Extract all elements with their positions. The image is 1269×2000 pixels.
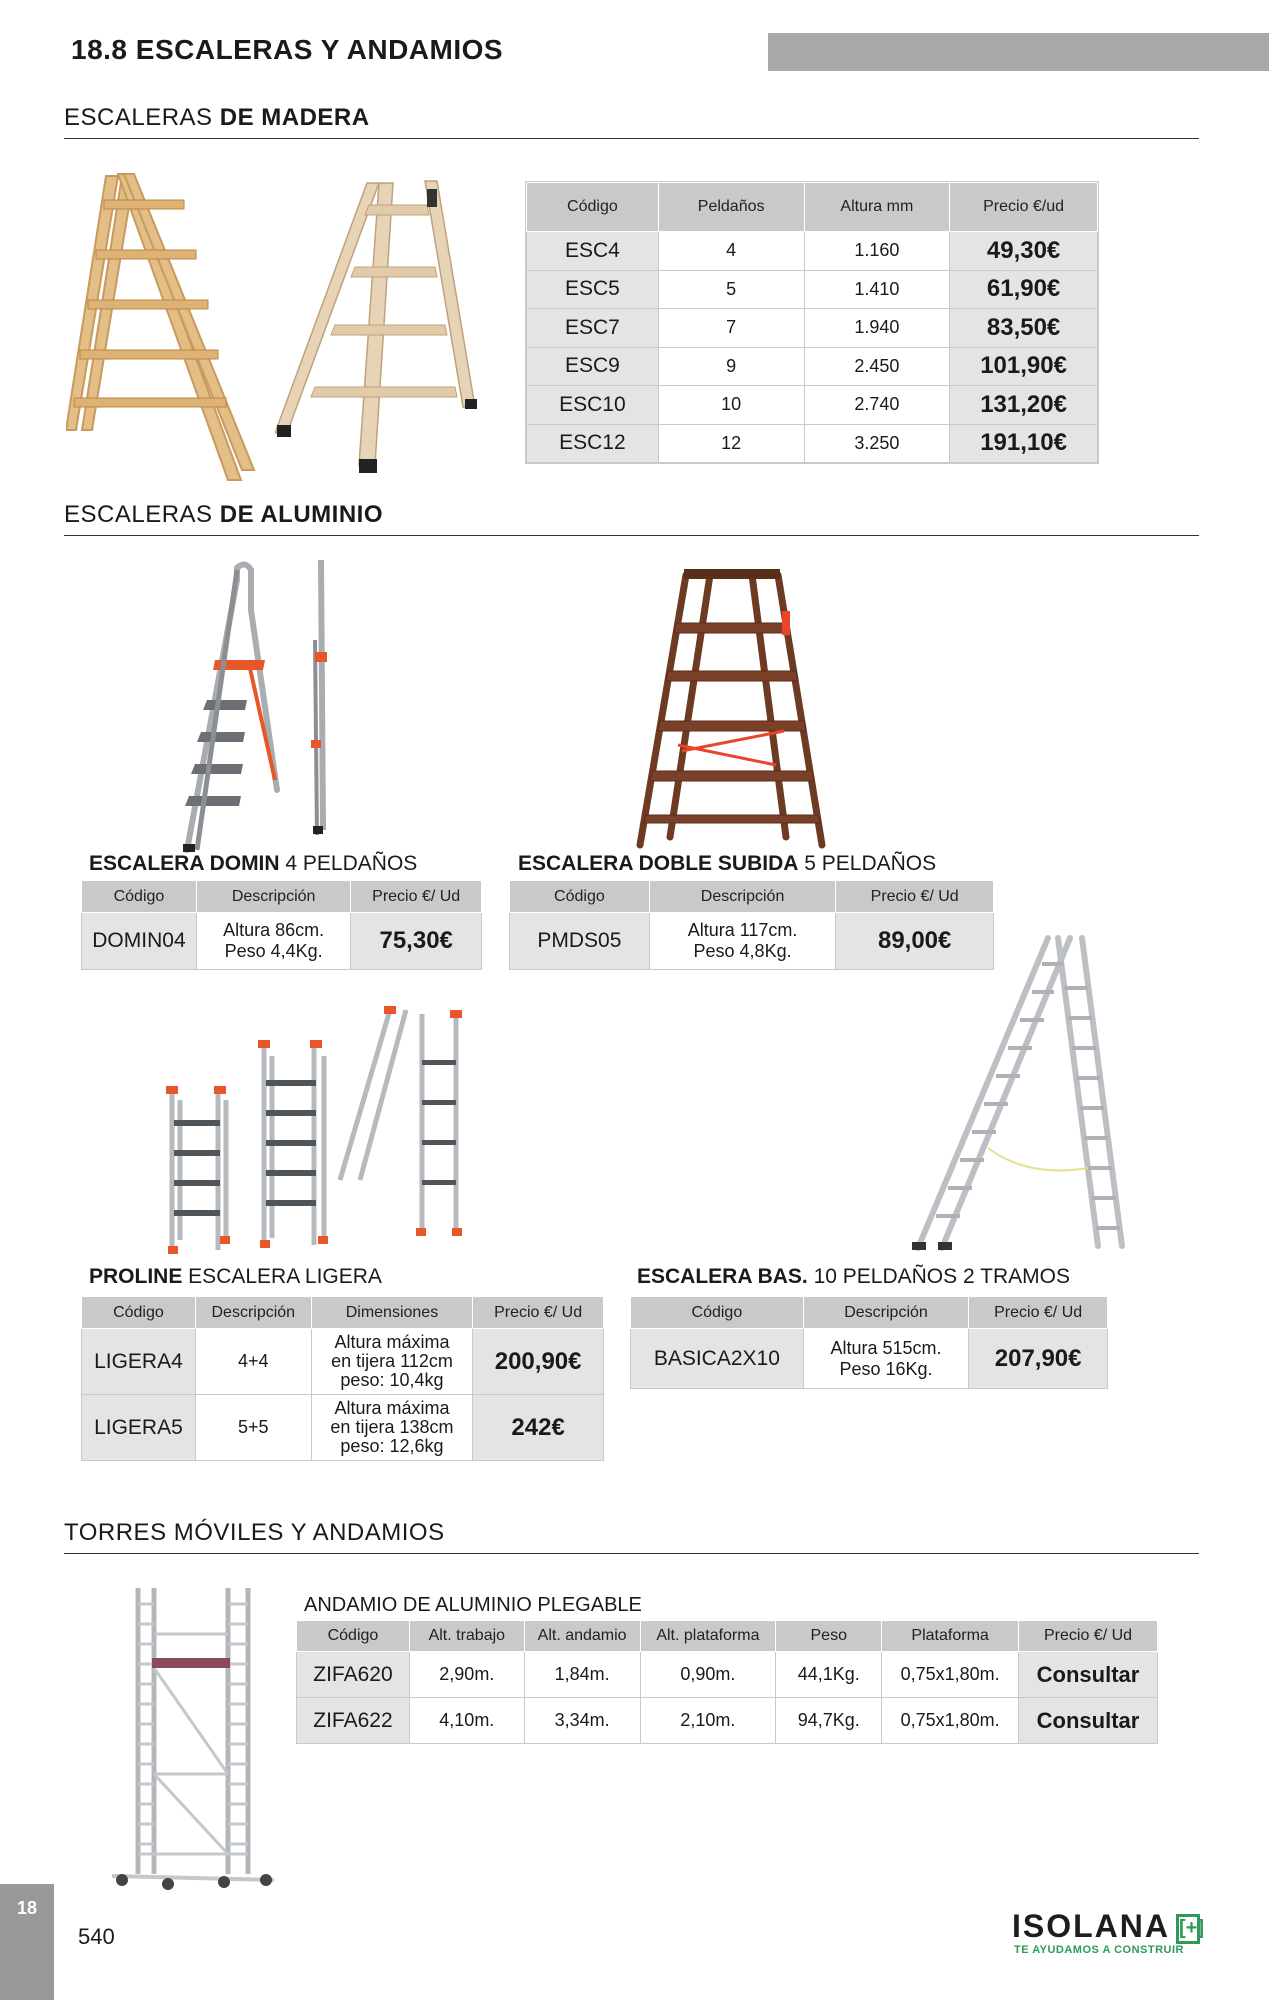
code-cell: ESC12 (527, 424, 659, 463)
brand-plus-icon: [+] (1176, 1914, 1200, 1944)
madera-price-table (526, 182, 1098, 463)
price-cell: 101,90€ (950, 347, 1098, 386)
price-cell: 61,90€ (950, 270, 1098, 309)
column-header: Precio €/ Ud (473, 1297, 604, 1329)
code-cell: ESC9 (527, 347, 659, 386)
weight-cell: 44,1Kg. (776, 1652, 882, 1698)
header-bar (768, 33, 1269, 71)
column-header: Descripción (196, 881, 350, 913)
column-header: Código (510, 881, 650, 913)
column-header: Código (631, 1297, 804, 1329)
column-header: Dimensiones (311, 1297, 473, 1329)
heading-light: ESCALERAS (64, 501, 220, 528)
table-header-row (510, 881, 994, 913)
wooden-ladder-image-1 (66, 170, 256, 490)
code-cell: LIGERA5 (82, 1395, 196, 1461)
description-cell: 4+4 (195, 1329, 311, 1395)
basica-price-table (630, 1296, 1108, 1389)
heading-bold: DE ALUMINIO (219, 501, 384, 528)
description-line: Altura 86cm. (223, 920, 325, 940)
height-cell: 2.740 (804, 386, 950, 425)
dimensions-line: peso: 12,6kg (340, 1436, 444, 1456)
table-row (527, 270, 1098, 309)
basica-ladder-image (898, 928, 1138, 1258)
column-header: Altura mm (804, 183, 950, 232)
table-row (82, 1395, 604, 1461)
chapter-tab: 18 (0, 1884, 54, 2000)
dimensions-line: peso: 10,4kg (340, 1370, 444, 1390)
code-cell: LIGERA4 (82, 1329, 196, 1395)
column-header: Descripción (195, 1297, 311, 1329)
brand-logo (1012, 1908, 1204, 1945)
price-cell: 242€ (473, 1395, 604, 1461)
doble-subida-ladder-image (636, 565, 826, 850)
steps-cell: 4 (658, 232, 804, 271)
page-number: 540 (78, 1924, 115, 1949)
table-header-row (631, 1297, 1108, 1329)
height-cell: 1.410 (804, 270, 950, 309)
title-bold: PROLINE (89, 1265, 183, 1288)
dimensions-line: Altura máxima (334, 1398, 450, 1418)
steps-cell: 7 (658, 309, 804, 348)
column-header: Precio €/ Ud (351, 881, 482, 913)
table-row (631, 1329, 1108, 1389)
scaffold-height-cell: 3,34m. (524, 1698, 640, 1744)
brand-tagline: TE AYUDAMOS A CONSTRUIR (1014, 1944, 1184, 1956)
code-cell: PMDS05 (510, 913, 650, 970)
steps-cell: 5 (658, 270, 804, 309)
domin-price-table (81, 880, 482, 970)
basica-title (637, 1265, 1070, 1289)
column-header: Alt. andamio (524, 1621, 640, 1652)
andamio-price-table (296, 1620, 1158, 1744)
price-cell: 207,90€ (969, 1329, 1108, 1389)
section-heading-madera (64, 104, 1199, 139)
section-heading-torres (64, 1519, 1199, 1554)
title-light: 4 PELDAÑOS (279, 852, 418, 875)
andamio-subtitle: ANDAMIO DE ALUMINIO PLEGABLE (304, 1594, 642, 1616)
weight-cell: 94,7Kg. (776, 1698, 882, 1744)
price-cell: 49,30€ (950, 232, 1098, 271)
price-cell: Consultar (1019, 1698, 1158, 1744)
column-header: Peso (776, 1621, 882, 1652)
price-cell: Consultar (1019, 1652, 1158, 1698)
description-line: Peso 4,8Kg. (693, 941, 792, 961)
dimensions-line: en tijera 112cm (331, 1351, 453, 1371)
description-line: Altura 515cm. (830, 1337, 942, 1358)
title-bold: ESCALERA BAS. (637, 1265, 808, 1288)
title-light: ESCALERA LIGERA (182, 1265, 382, 1288)
column-header: Precio €/ Ud (1019, 1621, 1158, 1652)
height-cell: 2.450 (804, 347, 950, 386)
column-header: Código (527, 183, 659, 232)
proline-title (89, 1265, 382, 1289)
column-header: Peldaños (658, 183, 804, 232)
heading-light: ESCALERAS (64, 104, 220, 131)
column-header: Descripción (649, 881, 836, 913)
wooden-ladder-image-2 (275, 175, 485, 475)
platform-cell: 0,75x1,80m. (882, 1698, 1019, 1744)
column-header: Código (82, 1297, 196, 1329)
code-cell: ESC10 (527, 386, 659, 425)
title-bold: ESCALERA DOBLE SUBIDA (518, 852, 799, 875)
dimensions-cell (311, 1395, 473, 1461)
dimensions-line: en tijera 138cm (330, 1417, 454, 1437)
height-cell: 1.160 (804, 232, 950, 271)
description-line: Peso 4,4Kg. (224, 941, 323, 961)
section-heading-aluminio (64, 501, 1199, 536)
code-cell: ESC4 (527, 232, 659, 271)
table-row (527, 232, 1098, 271)
description-cell: 5+5 (195, 1395, 311, 1461)
table-header-row (297, 1621, 1158, 1652)
description-cell (649, 913, 836, 970)
work-height-cell: 2,90m. (409, 1652, 524, 1698)
table-row (527, 309, 1098, 348)
platform-height-cell: 2,10m. (640, 1698, 776, 1744)
scaffold-height-cell: 1,84m. (524, 1652, 640, 1698)
description-line: Altura 117cm. (687, 920, 798, 940)
steps-cell: 12 (658, 424, 804, 463)
description-line: Peso 16Kg. (839, 1358, 933, 1379)
column-header: Precio €/ Ud (836, 881, 994, 913)
table-row (527, 424, 1098, 463)
column-header: Alt. plataforma (640, 1621, 776, 1652)
proline-ladder-image (160, 1000, 480, 1260)
column-header: Código (297, 1621, 410, 1652)
height-cell: 3.250 (804, 424, 950, 463)
description-cell (803, 1329, 969, 1389)
column-header: Precio €/ud (950, 183, 1098, 232)
title-bold: ESCALERA DOMIN (89, 852, 280, 875)
table-header-row (82, 881, 482, 913)
title-light: 5 PELDAÑOS (798, 852, 937, 875)
code-cell: ESC5 (527, 270, 659, 309)
price-cell: 191,10€ (950, 424, 1098, 463)
heading-bold: DE MADERA (219, 104, 370, 131)
table-row (297, 1652, 1158, 1698)
platform-cell: 0,75x1,80m. (882, 1652, 1019, 1698)
description-cell (196, 913, 350, 970)
scaffold-tower-image (108, 1584, 278, 1890)
dimensions-cell (311, 1329, 473, 1395)
price-cell: 89,00€ (836, 913, 994, 970)
column-header: Alt. trabajo (409, 1621, 524, 1652)
work-height-cell: 4,10m. (409, 1698, 524, 1744)
table-header-row (527, 183, 1098, 232)
table-row (82, 1329, 604, 1395)
column-header: Plataforma (882, 1621, 1019, 1652)
code-cell: BASICA2X10 (631, 1329, 804, 1389)
code-cell: DOMIN04 (82, 913, 197, 970)
table-row (527, 386, 1098, 425)
proline-price-table (81, 1296, 604, 1461)
doble-subida-title (518, 852, 936, 876)
dimensions-line: Altura máxima (334, 1332, 450, 1352)
price-cell: 200,90€ (473, 1329, 604, 1395)
page-title: 18.8 ESCALERAS Y ANDAMIOS (71, 34, 504, 65)
brand-name: ISOLANA (1012, 1908, 1170, 1944)
code-cell: ZIFA620 (297, 1652, 410, 1698)
title-light: 10 PELDAÑOS 2 TRAMOS (807, 1265, 1070, 1288)
code-cell: ZIFA622 (297, 1698, 410, 1744)
column-header: Código (82, 881, 197, 913)
platform-height-cell: 0,90m. (640, 1652, 776, 1698)
price-cell: 131,20€ (950, 386, 1098, 425)
column-header: Precio €/ Ud (969, 1297, 1108, 1329)
table-row (82, 913, 482, 970)
table-row (527, 347, 1098, 386)
table-row (297, 1698, 1158, 1744)
heading-light: TORRES MÓVILES Y ANDAMIOS (64, 1519, 445, 1546)
steps-cell: 9 (658, 347, 804, 386)
price-cell: 75,30€ (351, 913, 482, 970)
table-header-row (82, 1297, 604, 1329)
height-cell: 1.940 (804, 309, 950, 348)
domin-ladder-image (145, 560, 345, 855)
price-cell: 83,50€ (950, 309, 1098, 348)
code-cell: ESC7 (527, 309, 659, 348)
steps-cell: 10 (658, 386, 804, 425)
domin-title (89, 852, 417, 876)
column-header: Descripción (803, 1297, 969, 1329)
